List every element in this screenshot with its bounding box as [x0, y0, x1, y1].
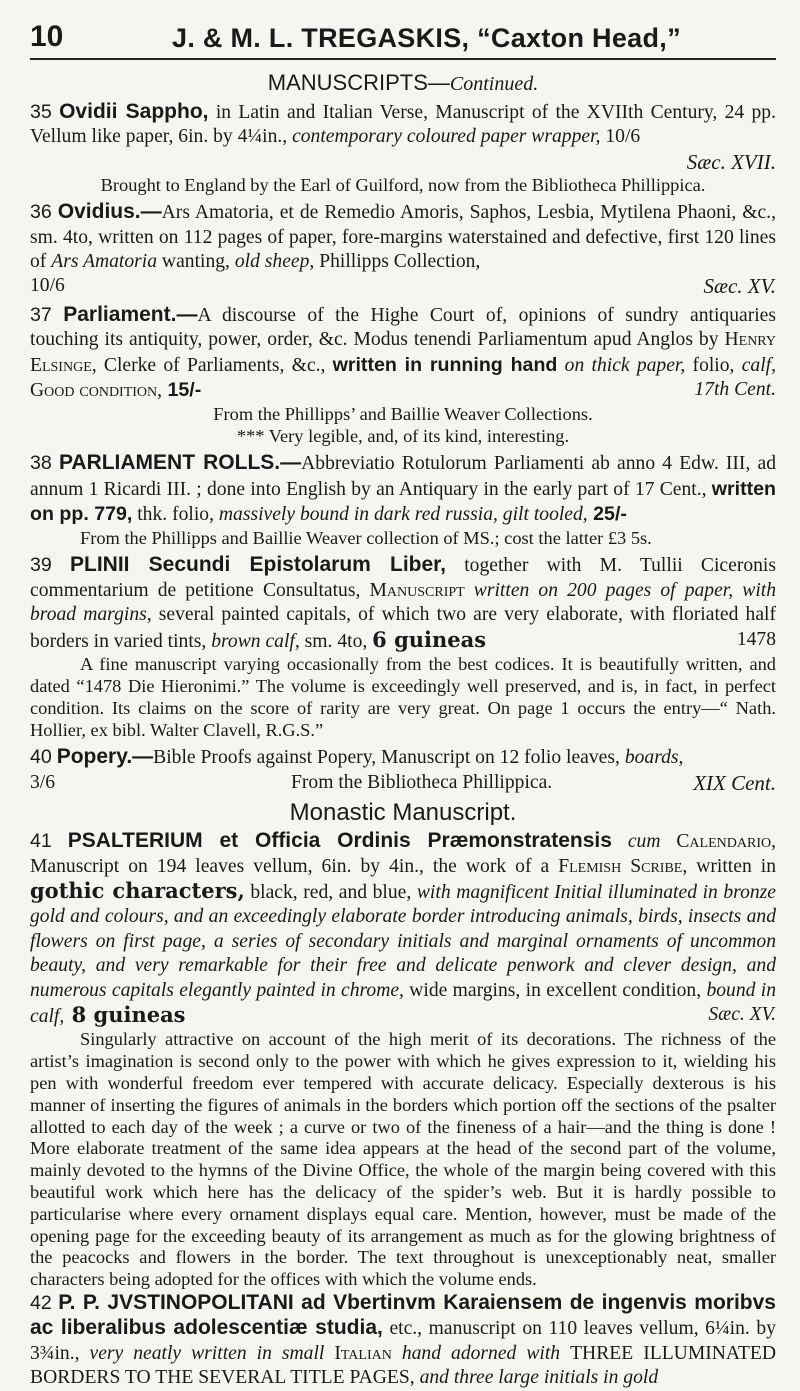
entry-price: 25/-: [587, 503, 627, 526]
entry-author: Henry Elsinge: [30, 329, 776, 376]
entry-42: [30, 1291, 776, 1391]
section-title-continued: Continued.: [449, 73, 539, 95]
entry-bold-note: written in running hand: [332, 353, 558, 376]
entry-40-priceline: [30, 771, 776, 795]
entry-35: [30, 100, 776, 150]
entry-date: Sæc. XV.: [703, 274, 776, 299]
entry-binding: bound in calf,: [30, 979, 776, 1027]
entry-37: [30, 303, 776, 404]
entry-text: A discourse of the Highe Court of, opinions of sundry antiquaries touching its antiquity, power, order, &c. Modus tenendi Parliamentum apud Anglos by: [30, 304, 776, 351]
entry-text-4: wide margins, in excellent condition,: [403, 979, 707, 1001]
entry-36-priceline: [30, 274, 776, 298]
entry-description: written on 200 pages of paper, with broad margins,: [30, 579, 777, 626]
entry-description: with magnificent Initial illuminated in bronze gold and colours, and an exceedingly elaborate border introducing animals, birds, insects and flowers on first page, a series of secondary initials and marginal ornaments of uncommon beauty, and very remarkable for their free and delicate penwork and clever design, and numerous capitals elegantly painted in chrome,: [30, 881, 776, 1001]
entry-binding: old sheep,: [234, 251, 315, 273]
entry-calendario: Calendario,: [660, 831, 776, 853]
entry-borders: THREE ILLUMINATED BORDERS TO THE SEVERAL TITLE PAGES,: [30, 1342, 776, 1389]
entry-heading: Ovidius.—: [57, 200, 162, 224]
entry-binding: calf,: [741, 354, 776, 376]
entry-heading: PARLIAMENT ROLLS.—: [58, 451, 302, 475]
entry-number: 37: [30, 303, 52, 326]
entry-number: 41: [30, 830, 52, 853]
entry-paper: on thick paper,: [564, 354, 686, 376]
entry-39: [30, 553, 776, 654]
entry-text: together with M. Tullii Ciceronis commentarium de petitione Consultatus,: [30, 555, 777, 601]
entry-text: Bible Proofs against Popery, Manuscript on 12 folio leaves,: [153, 747, 625, 769]
entry-number: 36: [30, 201, 52, 224]
entry-38: [30, 451, 776, 527]
entry-37-note-1: From the Phillipps’ and Baillie Weaver Collections.: [213, 404, 593, 425]
entry-italian: Italian: [324, 1342, 392, 1364]
entry-price: 3/6: [30, 771, 56, 793]
entry-36: [30, 200, 776, 274]
entry-text: Manuscript on 194 leaves vellum, 6in. by 4in., the work of a: [30, 855, 559, 877]
entry-text-2: , Clerke of Parliaments, &c.,: [91, 354, 333, 376]
entry-gothic: gothic characters,: [30, 877, 245, 903]
entry-heading: Ovidii Sappho,: [59, 100, 209, 123]
entry-heading: P. P. JVSTINOPOLITANI ad Vbertinvm Karaiensem de ingenvis moribvs ac liberalibus adolescentiæ studia,: [30, 1290, 776, 1340]
entry-text-2: several painted capitals, of which two are very elaborate, with floriated half borders in varied tints,: [30, 604, 776, 652]
entry-price: 10/6: [30, 275, 65, 297]
entry-41-note: Singularly attractive on account of the high merit of its decorations. The richness of the artist’s imagination is second only to the power with which he gives expression to it, wielding his pen with wonderful freedom ever tempered with accurate delicacy. Especially dexterous is his manner of inserting the figures of animals in the borders which portion off the sections of the psalter allotted to each day of the week ; a curve or two of the fineness of a hair—and the thing is done ! More elaborate treatment of the same idea appears at the head of the second part of the volume, mainly devoted to the hymns of the Divine Office, the whole of the margin being covered with this beautiful work which here has the delicacy of the spider’s web. But it is hardly possible to particularise where every ornament displays equal care. Mention, however, must be made of the opening page for the exceeding beauty of its arrangement as much as for the glowing brightness of the peacocks and flowers in the border. The text throughout is unexceptionably neat, smaller characters being adopted for the offices with which the volume ends.: [30, 1029, 776, 1290]
entry-38-note: From the Phillipps and Baillie Weaver collection of MS.; cost the latter £3 5s.: [80, 527, 652, 548]
section-title-monastic: Monastic Manuscript.: [289, 799, 517, 827]
section-title-manuscripts: [30, 70, 776, 96]
entry-heading: PSALTERIUM et Officia Ordinis Præmonstratensis: [67, 829, 612, 853]
entry-price: 6 guineas: [372, 626, 487, 652]
page-number: 10: [30, 20, 64, 53]
entry-number: 38: [30, 452, 52, 475]
entry-text-2: thk. folio,: [132, 504, 219, 526]
entry-description-2: hand adorned with: [391, 1342, 571, 1364]
entry-condition: Good condition,: [30, 380, 163, 402]
entry-date: Sæc. XV.: [708, 1003, 776, 1025]
entry-binding: contemporary coloured paper wrapper,: [292, 126, 601, 148]
entry-text: Ars Amatoria, et de Remedio Amoris, Saphos, Lesbia, Mytilena Phaoni, &c., sm. 4to, written on 112 pages of paper, fore-margins waterstained and defective, first 120 lines of: [30, 202, 776, 273]
entry-number: 42: [30, 1291, 52, 1314]
entry-heading: Parliament.—: [63, 302, 198, 326]
entry-heading: PLINII Secundi Epistolarum Liber,: [70, 553, 447, 577]
entry-date: 17th Cent.: [694, 379, 776, 401]
entry-bold-note: written on pp. 779,: [30, 477, 776, 526]
entry-date: Sæc. XVII.: [686, 149, 776, 174]
entry-text-2: written in: [687, 855, 776, 877]
entry-35-dateline: [30, 150, 776, 174]
entry-cum: cum: [611, 831, 661, 853]
entry-text-3: Phillipps Collection,: [314, 251, 481, 273]
entry-text-3: sm. 4to,: [299, 630, 373, 652]
entry-note: From the Bibliotheca Phillippica.: [290, 771, 553, 793]
entry-date: XIX Cent.: [693, 770, 776, 795]
entry-description: very neatly written in small: [89, 1342, 325, 1364]
entry-40: [30, 745, 776, 770]
entry-binding: boards,: [624, 747, 684, 769]
entry-text: in Latin and Italian Verse, Manuscript of the XVIIth Century, 24 pp. Vellum like paper, 6in. by 4¼in.,: [30, 102, 776, 148]
entry-text: etc., manuscript on 110 leaves vellum, 6¼in. by 3¾in.,: [30, 1318, 776, 1364]
entry-price: 10/6: [600, 126, 641, 148]
section-title-text: MANUSCRIPTS—: [267, 70, 450, 95]
entry-41: [30, 829, 776, 1029]
entry-manuscript: Manuscript: [369, 579, 465, 601]
entry-price: 15/-: [162, 379, 202, 402]
running-head: J. & M. L. TREGASKIS, “Caxton Head,”: [172, 23, 681, 53]
entry-date: 1478: [736, 628, 776, 650]
entry-description-3: and three large initials in gold: [414, 1367, 659, 1389]
entry-text-2: wanting,: [157, 251, 235, 273]
entry-heading: Popery.—: [56, 745, 154, 769]
entry-text: Abbreviatio Rotulorum Parliamenti ab anno 4 Edw. III, ad annum 1 Ricardi III. ; done into English by an Antiquary in the early part of 17 Cent.,: [30, 453, 776, 500]
entry-number: 35: [30, 101, 52, 123]
entry-price: 8 guineas: [64, 1001, 186, 1027]
entry-scribe: Flemish Scribe,: [558, 855, 688, 877]
entry-text-3: black, red, and blue,: [244, 881, 417, 903]
page-header: [30, 0, 776, 60]
entry-37-note-2: *** Very legible, and, of its kind, interesting.: [236, 426, 570, 447]
entry-number: 40: [30, 746, 52, 769]
entry-binding: brown calf,: [211, 630, 300, 652]
entry-text-3: folio,: [685, 354, 742, 376]
entry-39-note: A fine manuscript varying occasionally from the best codices. It is beautifully written, and dated “1478 Die Hieronimi.” The volume is exceedingly well preserved, and is, in fact, in perfect condition. Its claims on the score of rarity are very great. On page 1 occurs the entry—“ Nath. Hollier, ex bibl. Walter Clavell, R.G.S.”: [30, 654, 776, 740]
entry-number: 39: [30, 554, 52, 577]
entry-binding: massively bound in dark red russia, gilt tooled,: [218, 504, 588, 526]
entry-title-italic: Ars Amatoria: [51, 251, 158, 273]
entry-35-note: Brought to England by the Earl of Guilford, now from the Bibliotheca Phillippica.: [100, 175, 706, 196]
